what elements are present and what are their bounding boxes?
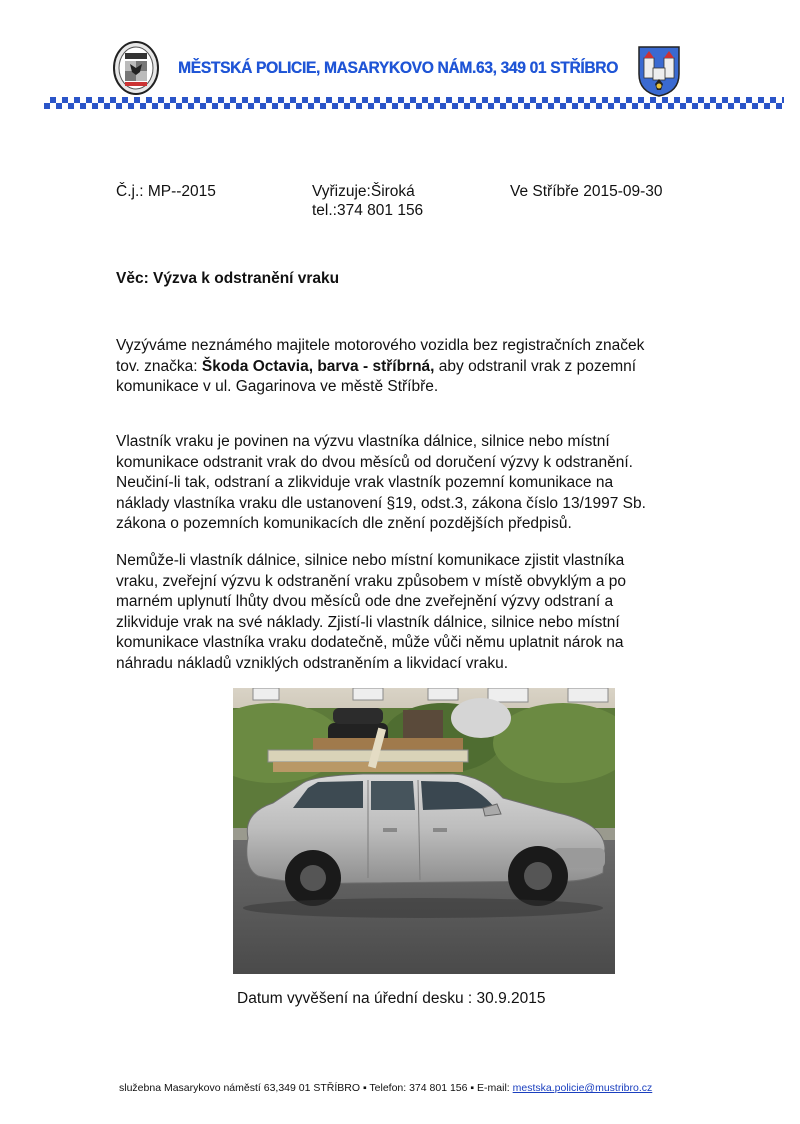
police-badge-logo	[112, 40, 160, 96]
paragraph-line: Vlastník vraku je povinen na výzvu vlastníka dálnice, silnice nebo místní	[116, 433, 610, 450]
vehicle-request: aby odstranil vrak z pozemní	[434, 357, 637, 375]
handler-phone: tel.:374 801 156	[312, 202, 424, 219]
footer-contact	[119, 1082, 652, 1094]
paragraph-line: náhradu nákladů vzniklých odstraněním a likvidací vraku.	[116, 654, 509, 672]
paragraph-line: Nemůže-li vlastník dálnice, silnice nebo místní komunikace zjistit vlastníka	[116, 552, 625, 569]
paragraph-line: marném uplynutí lhůty dvou měsíců ode dne zveřejnění výzvy odstraní a	[116, 593, 614, 610]
paragraph-line: komunikace v ul. Gagarinova ve městě Stříbře.	[116, 378, 439, 395]
handler-name: Vyřizuje:Široká	[312, 183, 415, 200]
paragraph-line: komunikace odstranit vrak do dvou měsíců od doručení výzvy k odstranění.	[116, 453, 633, 471]
paragraph-line: zákona o pozemních komunikacích dle znění pozdějších předpisů.	[116, 515, 572, 532]
paragraph-line: komunikace vlastníka vraku dodatečně, může vůči němu uplatnit nárok na	[116, 634, 624, 651]
header-title: MĚSTSKÁ POLICIE, MASARYKOVO NÁM.63, 349 01 STŘÍBRO	[178, 58, 618, 77]
paragraph-publication	[116, 551, 696, 674]
paragraph-obligation	[116, 432, 696, 535]
paragraph-summons	[116, 336, 696, 398]
footer-address: služebna Masarykovo náměstí 63,349 01 STŘÍBRO ▪ Telefon: 374 801 156 ▪ E-mail:	[119, 1082, 513, 1094]
paragraph-line: náklady vlastníka vraku dle ustanovení §19, odst.3, zákona číslo 13/1997 Sb.	[116, 494, 646, 512]
paragraph-line: vraku, zveřejní výzvu k odstranění vraku způsobem v místě obvyklým a po	[116, 572, 626, 590]
posting-date: Datum vyvěšení na úřední desku : 30.9.2015	[237, 990, 546, 1007]
reference-number: Č.j.: MP--2015	[116, 183, 216, 200]
handler-block	[312, 182, 423, 220]
document-date: Ve Stříbře 2015-09-30	[510, 183, 663, 200]
subject-heading: Věc: Výzva k odstranění vraku	[116, 270, 340, 287]
paragraph-line: Neučiní-li tak, odstraní a zlikviduje vrak vlastník pozemní komunikace na	[116, 474, 614, 491]
footer-email-link[interactable]: mestska.policie@mustribro.cz	[512, 1082, 653, 1094]
vehicle-label: tov. značka:	[116, 357, 202, 375]
paragraph-line	[116, 357, 696, 378]
paragraph-line: Vyzýváme neznámého majitele motorového vozidla bez registračních značek	[116, 337, 645, 354]
paragraph-line: zlikviduje vrak na své náklady. Zjistí-li vlastník dálnice, silnice nebo místní	[116, 613, 620, 631]
city-coat-of-arms-logo	[636, 44, 682, 98]
abandoned-car-photo	[233, 688, 615, 974]
vehicle-description: Škoda Octavia, barva - stříbrná,	[201, 357, 435, 375]
checkered-divider	[44, 97, 784, 109]
